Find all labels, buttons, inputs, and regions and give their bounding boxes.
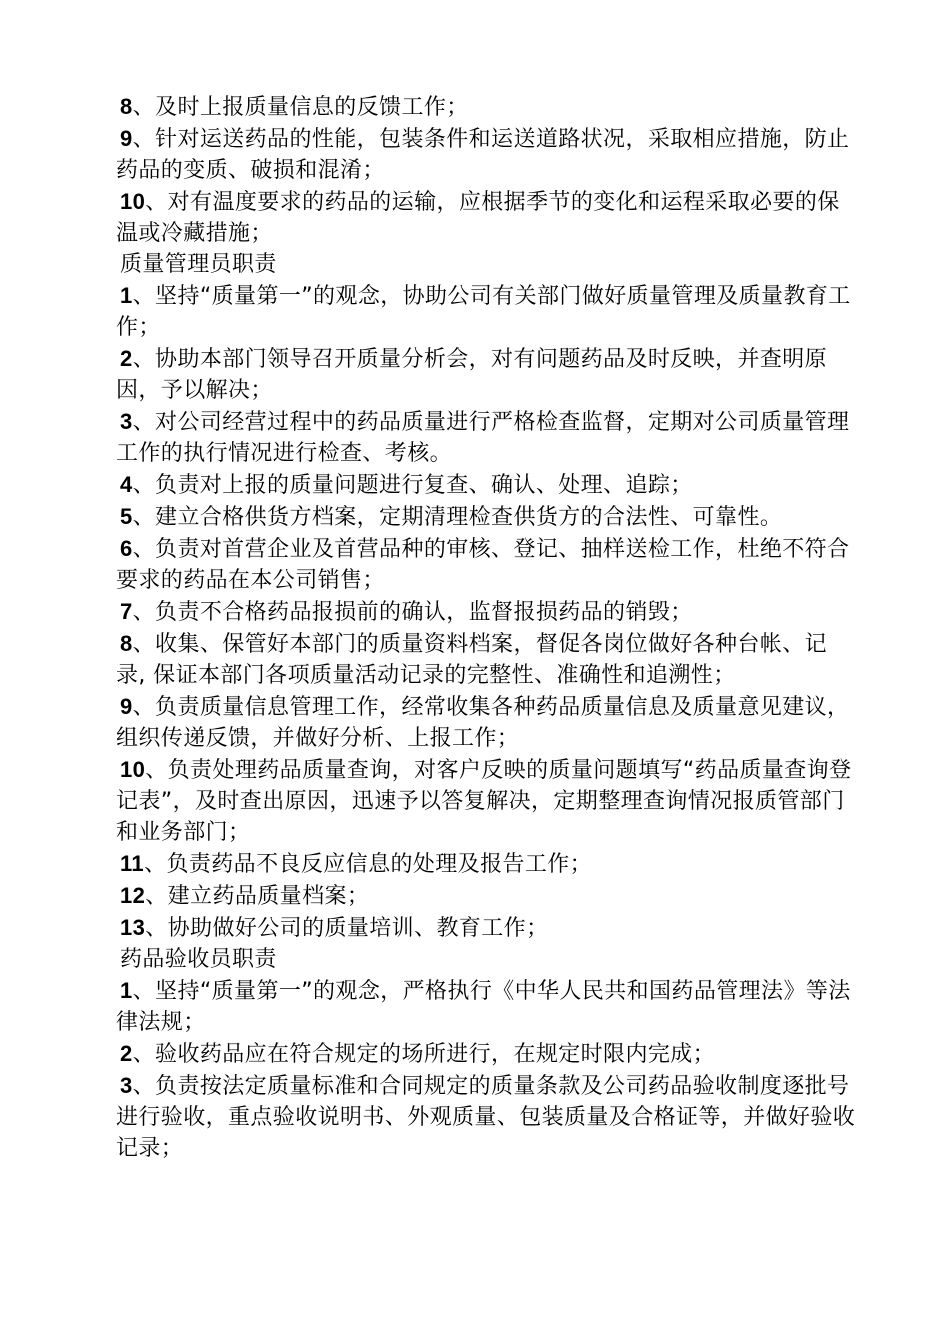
item-text: 、坚持“质量第一”的观念，严格执行《中华人民共和国药品管理法》等法律法规； (116, 979, 851, 1035)
section-heading: 药品验收员职责 (120, 947, 277, 972)
list-item (116, 912, 856, 944)
item-text: 、对公司经营过程中的药品质量进行严格检查监督，定期对公司质量管理工作的执行情况进行检查、考核。 (116, 410, 850, 466)
item-number: 3 (120, 1073, 133, 1098)
list-item (116, 691, 856, 754)
list-item (116, 469, 856, 501)
list-item (116, 533, 856, 596)
list-item (116, 91, 856, 123)
item-number: 13 (120, 915, 146, 940)
list-item (116, 280, 856, 343)
item-number: 1 (120, 283, 133, 308)
item-text: 、坚持“质量第一”的观念，协助公司有关部门做好质量管理及质量教育工作； (116, 284, 851, 340)
list-item (116, 596, 856, 628)
item-text: 、负责不合格药品报损前的确认，监督报损药品的销毁； (132, 600, 693, 625)
item-text: 、负责处理药品质量查询，对客户反映的质量问题填写“药品质量查询登记表”，及时查出原因，迅速予以答复解决，定期整理查询情况报质管部门和业务部门； (116, 758, 852, 845)
list-item (116, 975, 856, 1038)
item-text: 、针对运送药品的性能，包装条件和运送道路状况，采取相应措施，防止药品的变质、破损和混淆； (116, 127, 850, 183)
item-text: 、建立合格供货方档案，定期清理检查供货方的合法性、可靠性。 (132, 505, 783, 530)
item-text: 、收集、保管好本部门的质量资料档案，督促各岗位做好各种台帐、记录, 保证本部门各项质量活动记录的完整性、准确性和追溯性； (116, 632, 828, 688)
list-item (116, 186, 856, 249)
item-number: 2 (120, 1041, 133, 1066)
item-text: 、建立药品质量档案； (145, 884, 370, 909)
item-number: 6 (120, 536, 133, 561)
item-text: 、负责对首营企业及首营品种的审核、登记、抽样送检工作，杜绝不符合要求的药品在本公司销售； (116, 537, 850, 593)
item-text: 、验收药品应在符合规定的场所进行，在规定时限内完成； (132, 1042, 716, 1067)
list-item (116, 880, 856, 912)
item-text: 、对有温度要求的药品的运输，应根据季节的变化和运程采取必要的保温或冷藏措施； (116, 190, 840, 246)
item-text: 、负责质量信息管理工作，经常收集各种药品质量信息及质量意见建议，组织传递反馈，并做好分析、上报工作； (116, 695, 850, 751)
list-item (116, 343, 856, 406)
item-number: 3 (120, 409, 133, 434)
item-number: 7 (120, 599, 133, 624)
document-body (116, 91, 856, 1164)
item-number: 9 (120, 126, 133, 151)
list-item (116, 848, 856, 880)
item-text: 、负责对上报的质量问题进行复查、确认、处理、追踪； (132, 473, 693, 498)
list-item (116, 501, 856, 533)
item-number: 8 (120, 631, 133, 656)
item-text: 、协助本部门领导召开质量分析会，对有问题药品及时反映，并查明原因，予以解决； (116, 347, 828, 403)
list-item (116, 754, 856, 848)
list-item (116, 1038, 856, 1070)
item-text: 、负责按法定质量标准和合同规定的质量条款及公司药品验收制度逐批号进行验收，重点验收说明书、外观质量、包装质量及合格证等，并做好验收记录； (116, 1074, 856, 1161)
item-text: 、负责药品不良反应信息的处理及报告工作； (144, 852, 593, 877)
section-heading: 质量管理员职责 (120, 252, 277, 277)
item-number: 11 (120, 851, 145, 876)
list-item (116, 628, 856, 691)
item-number: 9 (120, 694, 133, 719)
item-number: 5 (120, 504, 133, 529)
item-number: 10 (120, 757, 146, 782)
list-item (116, 123, 856, 186)
list-item (116, 406, 856, 469)
item-number: 10 (120, 189, 146, 214)
item-number: 12 (120, 883, 146, 908)
item-text: 、协助做好公司的质量培训、教育工作； (145, 916, 549, 941)
list-item (116, 1070, 856, 1164)
item-text: 、及时上报质量信息的反馈工作； (132, 95, 469, 120)
item-number: 8 (120, 94, 133, 119)
item-number: 1 (120, 978, 133, 1003)
item-number: 4 (120, 472, 133, 497)
item-number: 2 (120, 346, 133, 371)
